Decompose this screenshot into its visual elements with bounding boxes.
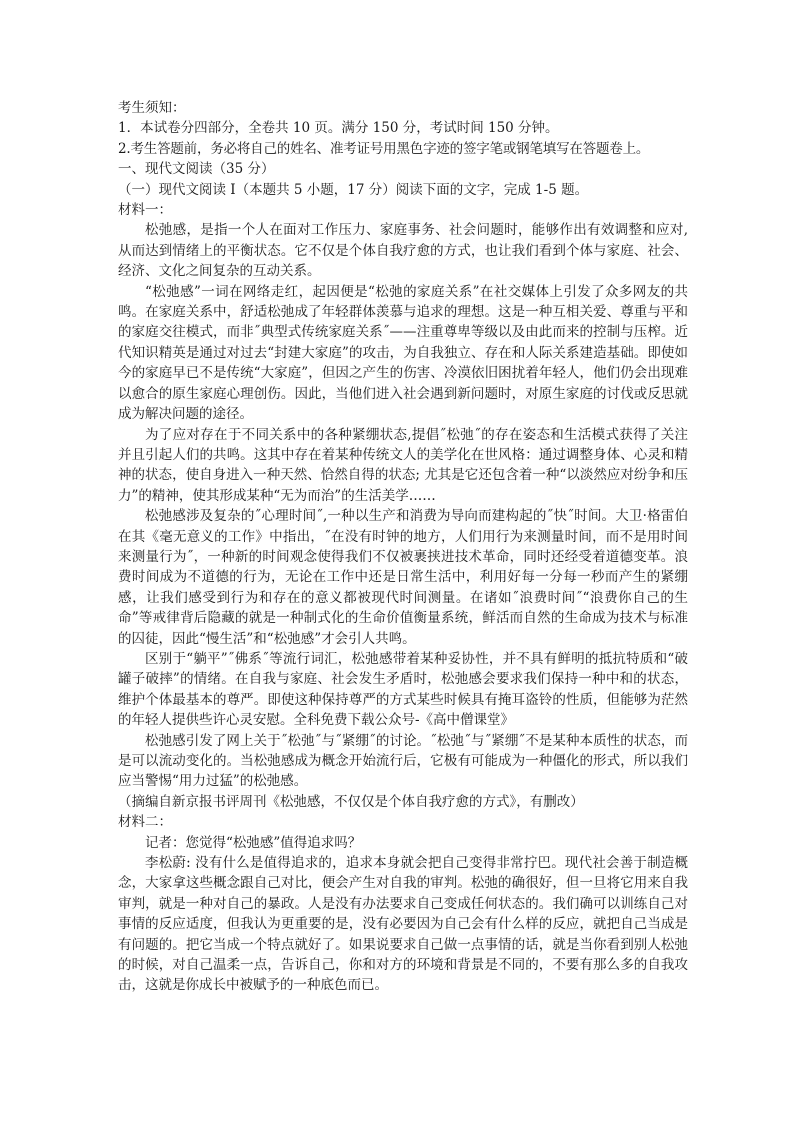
material-1-paragraph: “松弛感”一词在网络走红，起因便是“松弛的家庭关系”在社交媒体上引发了众多网友的共鸣。在家庭关系中，舒适松弛成了年轻群体羡慕与追求的理想。这是一种互相关爱、尊重与平和的家庭交往模式，而非˝典型式传统家庭关系˝——注重尊卑等级以及由此而来的控制与压榨。近代知识精英是通过对过去“封建大家庭”的攻击，为自我独立、存在和人际关系建造基础。即使如今的家庭早已不是传统“大家庭”，但因之产生的伤害、冷漠依旧困扰着年轻人，他们仍会出现难以愈合的原生家庭心理创伤。因此，当他们进入社会遇到新问题时，对原生家庭的讨伐或反思就成为解决问题的途径。 bbox=[118, 283, 688, 423]
material-1-label: 材料一： bbox=[118, 202, 172, 219]
material-2-label: 材料二： bbox=[118, 814, 172, 831]
material-1-paragraph: 松弛感引发了网上关于˝松弛˝与˝紧绷˝的讨论。˝松弛˝与˝紧绷˝不是某种本质性的状态，而是可以流动变化的。当松弛感成为概念开始流行后，它极有可能成为一种僵化的形式，所以我们应当警惕“用力过猛”的松弛感。 bbox=[118, 732, 688, 790]
notice-item-1: 1．本试卷分四部分，全卷共 10 页。满分 150 分，考试时间 150 分钟。 bbox=[118, 120, 559, 137]
material-2-paragraph: 李松蔚: 没有什么是值得追求的，追求本身就会把自己变得非常拧巴。现代社会善于制造概念，大家拿这些概念跟自己对比，便会产生对自我的审判。松弛的确很好，但一旦将它用来自我审判，就是一种对自己的暴政。人是没有办法要求自己变成任何状态的。我们确可以训练自己对事情的反应适度，但我认为更重要的是，没有必要因为自己会有什么样的反应，就把自己当成是有问题的。把它当成一个特点就好了。如果说要求自己做一点事情的话，就是当你看到别人松弛的时候，对自己温柔一点，告诉自己，你和对方的环境和背景是不同的，不要有那么多的自我攻击，这就是你成长中被赋予的一种底色而已。 bbox=[118, 855, 688, 994]
material-1-source: （摘编自新京报书评周刊《松弛感，不仅仅是个体自我疗愈的方式》，有删改） bbox=[118, 793, 584, 810]
notice-item-2: 2.考生答题前，务必将自己的姓名、准考证号用黑色字迹的签字笔或钢笔填写在答题卷上。 bbox=[118, 140, 650, 157]
material-1-paragraph: 松弛感，是指一个人在面对工作压力、家庭事务、社会问题时，能够作出有效调整和应对,从而达到情绪上的平衡状态。它不仅是个体自我疗愈的方式，也让我们看到个体与家庭、社会、经济、文化之间复杂的互动关系。 bbox=[118, 222, 688, 280]
material-2-paragraph: 记者：您觉得“松弛感”值得追求吗？ bbox=[145, 834, 362, 851]
exam-page bbox=[118, 98, 688, 996]
section-heading: 一、现代文阅读（35 分） bbox=[118, 161, 275, 178]
material-1-paragraph: 松弛感涉及复杂的˝心理时间˝,一种以生产和消费为导向而建构起的˝快˝时间。大卫·格雷伯在其《毫无意义的工作》中指出，˝在没有时钟的地方，人们用行为来测量时间，而不是用时间来测量行为˝，一种新的时间观念使得我们不仅被裹挟进技术革命，同时还经受着道德变革。浪费时间成为不道德的行为，无论在工作中还是日常生活中，利用好每一分每一秒而产生的紧绷感，让我们感受到行为和存在的意义都被现代时间测量。在诸如˝浪费时间˝“浪费你自己的生命”等戒律背后隐藏的就是一种制式化的生命价值衡量系统，鲜活而自然的生命成为技术与标准的囚徒，因此“慢生活”和“松弛感”才会引人共鸣。 bbox=[118, 508, 688, 647]
notice-title: 考生须知： bbox=[118, 100, 186, 116]
material-1-paragraph: 为了应对存在于不同关系中的各种紧绷状态,提倡˝松弛˝的存在姿态和生活模式获得了关注并且引起人们的共鸣。这其中存在着某种传统文人的美学化在世风格：通过调整身体、心灵和精神的状态，使自身进入一种天然、恰然自得的状态; 尤其是它还包含着一种“以淡然应对纷争和压力”的精神，使其形成某种“无为而治”的生活美学…… bbox=[118, 426, 688, 504]
section-subheading: （一）现代文阅读 I（本题共 5 小题，17 分）阅读下面的文字，完成 1-5 题。 bbox=[118, 181, 589, 198]
material-1-paragraph: 区别于“躺平”˝佛系˝等流行词汇，松弛感带着某种妥协性，并不具有鲜明的抵抗特质和“破罐子破摔”的情绪。在自我与家庭、社会发生矛盾时，松弛感会要求我们保持一种中和的状态，维护个体最基本的尊严。即使这种保持尊严的方式某些时候具有掩耳盗铃的性质，但能够为茫然的年轻人提供些许心灵安慰。全科免费下载公众号-《高中僧课堂》 bbox=[118, 650, 688, 729]
